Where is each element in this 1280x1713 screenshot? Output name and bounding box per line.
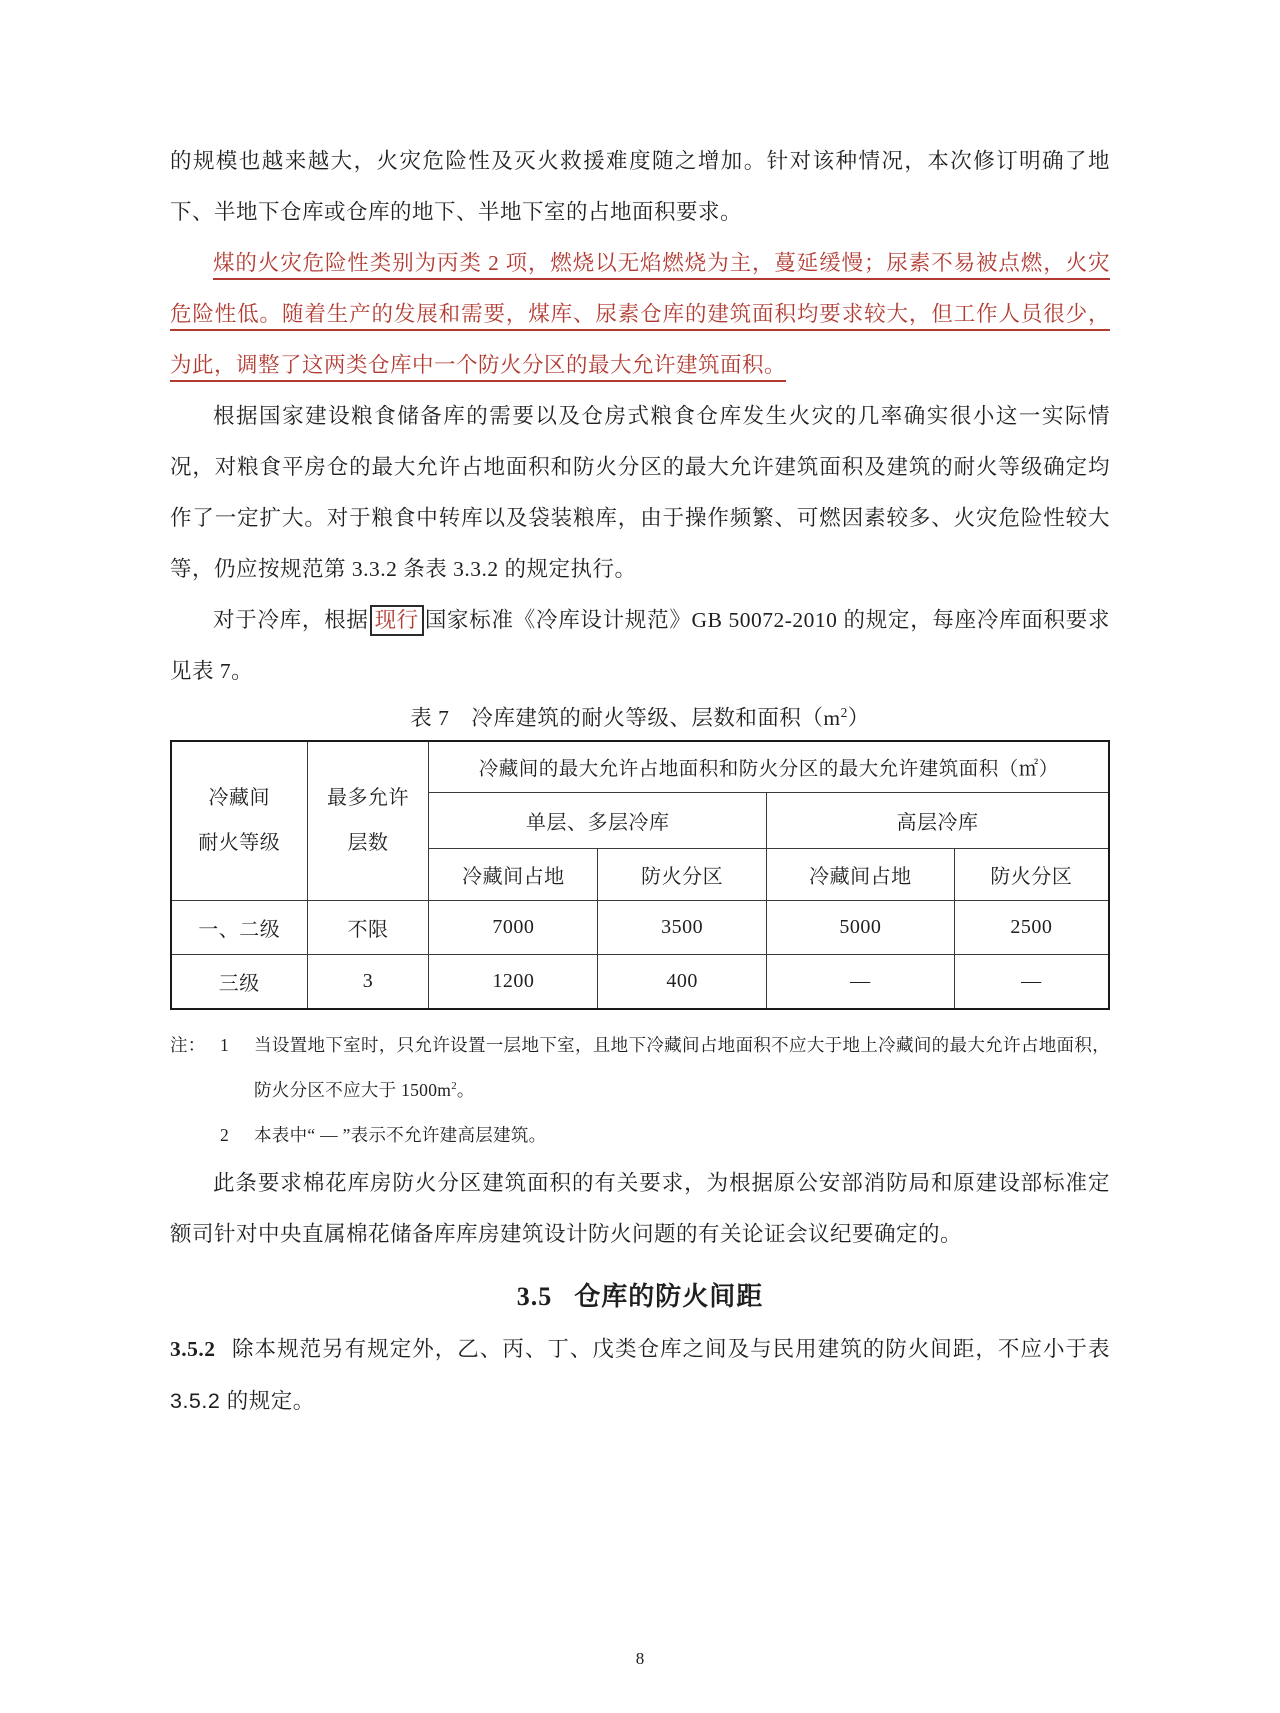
section-number: 3.5 [516, 1282, 553, 1311]
table7-title-close: ） [847, 706, 870, 730]
cold-storage-text-prefix: 对于冷库，根据 [213, 608, 369, 632]
header-max-floors-line1: 最多允许 [326, 787, 409, 809]
note-1-number: 1 [220, 1035, 230, 1055]
table-row [171, 955, 1109, 1010]
table7-cold-storage [170, 740, 1110, 1010]
cell-floors-unlimited: 不限 [307, 901, 429, 955]
paragraph-underground-warehouse: 的规模也越来越大，火灾危险性及灭火救援难度随之增加。针对该种情况，本次修订明确了地下、半地下仓库或仓库的地下、半地下室的占地面积要求。 [170, 149, 1110, 224]
cell-value: 2500 [954, 901, 1109, 955]
clause-text: 除本规范另有规定外，乙、丙、丁、戊类仓库之间及与民用建筑的防火间距，不应小于表 3.5.2 的规定。 [170, 1337, 1110, 1413]
header-sub-footprint-2: 冷藏间占地 [767, 849, 955, 901]
note-1-text [254, 1023, 1110, 1113]
note-1-text-a: 当设置地下室时，只允许设置一层地下室，且地下冷藏间占地面积不应大于地上冷藏间的最大允许占地面积，防火分区不应大于 1500m [254, 1035, 1110, 1100]
boxed-term-current: 现行 [370, 605, 424, 636]
header-fire-rating-line1: 冷藏间 [208, 787, 270, 809]
cell-value: 7000 [429, 901, 598, 955]
cell-value: 5000 [767, 901, 955, 955]
cell-value: — [954, 955, 1109, 1010]
header-max-floors [307, 741, 429, 901]
header-fire-rating-line2: 耐火等级 [198, 832, 281, 854]
cell-value: 400 [598, 955, 767, 1010]
paragraph-revision-coal-urea: 煤的火灾危险性类别为丙类 2 项，燃烧以无焰燃烧为主，蔓延缓慢；尿素不易被点燃，火灾危险性低。随着生产的发展和需要，煤库、尿素仓库的建筑面积均要求较大，但工作人员很少，为此，调整了这两类仓库中一个防火分区的最大允许建筑面积。 [170, 251, 1110, 377]
note-label-spacer [170, 1113, 220, 1158]
cell-value: — [767, 955, 955, 1010]
section-title: 仓库的防火间距 [574, 1281, 764, 1311]
cell-rating-3: 三级 [171, 955, 307, 1010]
header-group-highrise: 高层冷库 [767, 793, 1109, 849]
cell-rating-1-2: 一、二级 [171, 901, 307, 955]
note-1-superscript: 2 [451, 1080, 457, 1093]
page-number: 8 [635, 1649, 645, 1668]
table-row [171, 741, 1109, 793]
table7-notes [170, 1023, 1110, 1158]
note-2 [170, 1113, 1110, 1158]
note-1 [170, 1023, 1110, 1113]
header-merged-area: 冷藏间的最大允许占地面积和防火分区的最大允许建筑面积（㎡） [429, 741, 1109, 793]
cold-storage-text-suffix: 国家标准《冷库设计规范》GB 50072-2010 的规定，每座冷库面积要求见表 7。 [170, 608, 1110, 683]
header-max-floors-line2: 层数 [347, 832, 389, 854]
header-sub-compartment-2: 防火分区 [954, 849, 1109, 901]
cell-value: 3500 [598, 901, 767, 955]
note-label: 注： [170, 1035, 206, 1055]
cell-floors-3: 3 [307, 955, 429, 1010]
section-heading-3-5 [170, 1276, 1110, 1313]
note-2-number: 2 [220, 1125, 230, 1145]
header-fire-rating [171, 741, 307, 901]
table7-title-text: 表 7 冷库建筑的耐火等级、层数和面积（m [410, 706, 841, 730]
cell-value: 1200 [429, 955, 598, 1010]
paragraph-cold-storage [170, 595, 1110, 697]
table7-title [170, 701, 1110, 732]
note-1-text-b: 。 [456, 1080, 475, 1100]
header-group-single-multi: 单层、多层冷库 [429, 793, 767, 849]
paragraph-cotton-warehouse: 此条要求棉花库房防火分区建筑面积的有关要求，为根据原公安部消防局和原建设部标准定额司针对中央直属棉花储备库库房建筑设计防火问题的有关论证会议纪要确定的。 [170, 1171, 1110, 1246]
clause-3-5-2 [170, 1323, 1110, 1427]
table-row [171, 901, 1109, 955]
note-2-text: 本表中“ — ”表示不允许建高层建筑。 [254, 1125, 547, 1145]
header-sub-footprint-1: 冷藏间占地 [429, 849, 598, 901]
table7-title-superscript: 2 [840, 704, 848, 720]
header-sub-compartment-1: 防火分区 [598, 849, 767, 901]
paragraph-grain-storage: 根据国家建设粮食储备库的需要以及仓房式粮食仓库发生火灾的几率确实很小这一实际情况，对粮食平房仓的最大允许占地面积和防火分区的最大允许建筑面积及建筑的耐火等级确定均作了一定扩大。对于粮食中转库以及袋装粮库，由于操作频繁、可燃因素较多、火灾危险性较大等，仍应按规范第 3.3.2 条表 3.3.2 的规定执行。 [170, 404, 1110, 581]
clause-number: 3.5.2 [170, 1337, 216, 1361]
